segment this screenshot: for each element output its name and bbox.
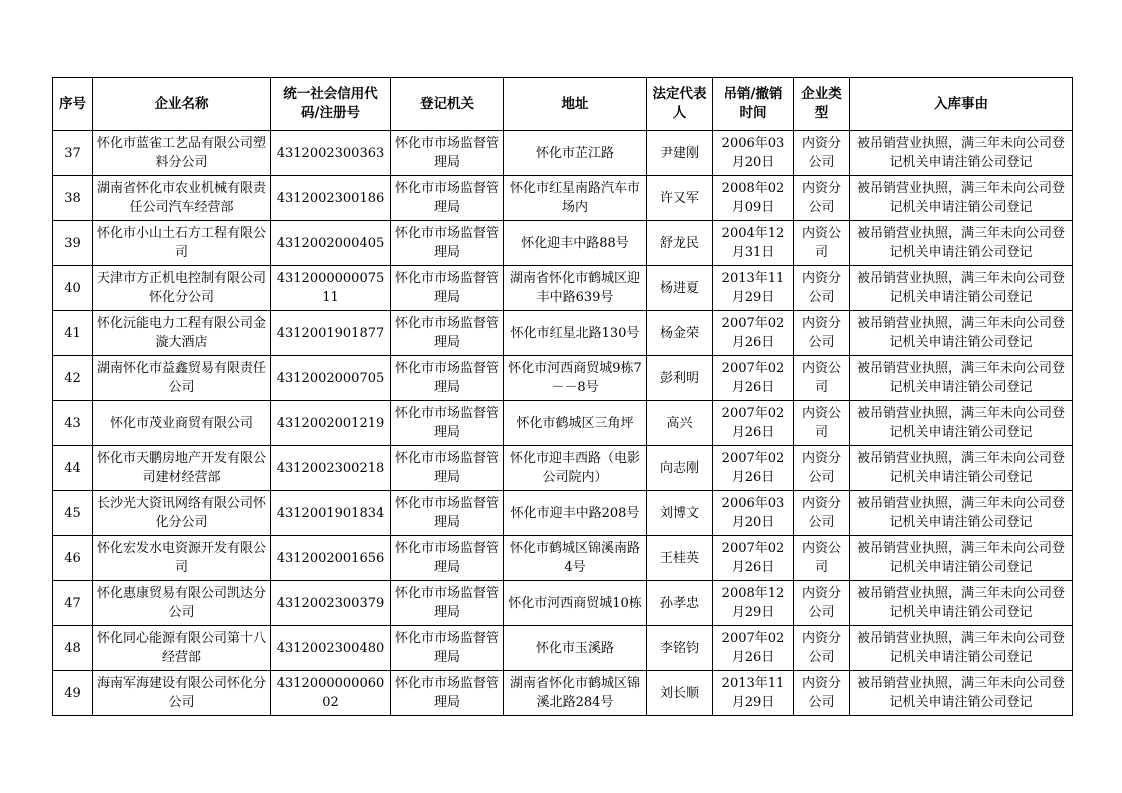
cell-revoke-date: 2007年02月26日 (713, 311, 794, 356)
cell-company-type: 内资公司 (794, 221, 850, 266)
cell-legal-rep: 孙孝忠 (647, 581, 713, 626)
cell-no: 44 (53, 446, 93, 491)
table-body (53, 131, 1073, 716)
header-row (53, 78, 1073, 131)
cell-legal-rep: 李铭钧 (647, 626, 713, 671)
cell-credit-code: 4312002001656 (271, 536, 391, 581)
cell-credit-code: 4312002300218 (271, 446, 391, 491)
cell-legal-rep: 刘长顺 (647, 671, 713, 716)
cell-authority: 怀化市市场监督管理局 (391, 626, 504, 671)
cell-reason: 被吊销营业执照，满三年未向公司登记机关申请注销公司登记 (850, 491, 1073, 536)
table-row (53, 401, 1073, 446)
cell-credit-code: 431200000006002 (271, 671, 391, 716)
table-row (53, 131, 1073, 176)
cell-company-name: 湖南省怀化市农业机械有限责任公司汽车经营部 (93, 176, 271, 221)
cell-revoke-date: 2006年03月20日 (713, 491, 794, 536)
header-credit-code: 统一社会信用代码/注册号 (271, 78, 391, 131)
cell-company-type: 内资公司 (794, 356, 850, 401)
cell-address: 湖南省怀化市鹤城区锦溪北路284号 (504, 671, 647, 716)
cell-legal-rep: 高兴 (647, 401, 713, 446)
cell-revoke-date: 2004年12月31日 (713, 221, 794, 266)
cell-revoke-date: 2007年02月26日 (713, 401, 794, 446)
cell-legal-rep: 许又军 (647, 176, 713, 221)
table-row (53, 581, 1073, 626)
cell-revoke-date: 2007年02月26日 (713, 356, 794, 401)
cell-reason: 被吊销营业执照，满三年未向公司登记机关申请注销公司登记 (850, 671, 1073, 716)
cell-company-name: 怀化沅能电力工程有限公司金漩大酒店 (93, 311, 271, 356)
cell-credit-code: 4312002300186 (271, 176, 391, 221)
cell-company-type: 内资分公司 (794, 626, 850, 671)
table-row (53, 311, 1073, 356)
cell-no: 38 (53, 176, 93, 221)
cell-company-type: 内资分公司 (794, 176, 850, 221)
table-row (53, 536, 1073, 581)
cell-no: 46 (53, 536, 93, 581)
cell-address: 怀化市鹤城区三角坪 (504, 401, 647, 446)
cell-company-name: 海南军海建设有限公司怀化分公司 (93, 671, 271, 716)
cell-company-name: 怀化同心能源有限公司第十八经营部 (93, 626, 271, 671)
cell-legal-rep: 舒龙民 (647, 221, 713, 266)
cell-no: 42 (53, 356, 93, 401)
cell-revoke-date: 2013年11月29日 (713, 671, 794, 716)
table-row (53, 671, 1073, 716)
cell-no: 48 (53, 626, 93, 671)
cell-authority: 怀化市市场监督管理局 (391, 356, 504, 401)
cell-company-type: 内资分公司 (794, 671, 850, 716)
cell-company-name: 长沙光大资讯网络有限公司怀化分公司 (93, 491, 271, 536)
cell-address: 怀化市河西商贸城10栋 (504, 581, 647, 626)
cell-legal-rep: 彭利明 (647, 356, 713, 401)
cell-company-type: 内资分公司 (794, 491, 850, 536)
cell-no: 45 (53, 491, 93, 536)
cell-authority: 怀化市市场监督管理局 (391, 581, 504, 626)
cell-no: 40 (53, 266, 93, 311)
cell-authority: 怀化市市场监督管理局 (391, 671, 504, 716)
cell-reason: 被吊销营业执照，满三年未向公司登记机关申请注销公司登记 (850, 626, 1073, 671)
cell-credit-code: 4312001901877 (271, 311, 391, 356)
cell-address: 怀化市迎丰中路208号 (504, 491, 647, 536)
cell-revoke-date: 2008年02月09日 (713, 176, 794, 221)
cell-company-type: 内资分公司 (794, 311, 850, 356)
cell-address: 怀化市红星南路汽车市场内 (504, 176, 647, 221)
cell-no: 41 (53, 311, 93, 356)
cell-legal-rep: 杨进夏 (647, 266, 713, 311)
cell-legal-rep: 王桂英 (647, 536, 713, 581)
header-authority: 登记机关 (391, 78, 504, 131)
cell-revoke-date: 2013年11月29日 (713, 266, 794, 311)
cell-authority: 怀化市市场监督管理局 (391, 221, 504, 266)
cell-revoke-date: 2007年02月26日 (713, 626, 794, 671)
cell-credit-code: 431200000007511 (271, 266, 391, 311)
header-no: 序号 (53, 78, 93, 131)
cell-no: 39 (53, 221, 93, 266)
cell-reason: 被吊销营业执照，满三年未向公司登记机关申请注销公司登记 (850, 266, 1073, 311)
cell-company-name: 怀化宏发水电资源开发有限公司 (93, 536, 271, 581)
header-reason: 入库事由 (850, 78, 1073, 131)
cell-company-type: 内资分公司 (794, 446, 850, 491)
cell-address: 怀化市红星北路130号 (504, 311, 647, 356)
cell-authority: 怀化市市场监督管理局 (391, 446, 504, 491)
cell-legal-rep: 刘博文 (647, 491, 713, 536)
cell-credit-code: 4312001901834 (271, 491, 391, 536)
cell-company-name: 怀化市蓝雀工艺品有限公司塑料分公司 (93, 131, 271, 176)
table-row (53, 176, 1073, 221)
cell-legal-rep: 向志刚 (647, 446, 713, 491)
header-company-type: 企业类型 (794, 78, 850, 131)
cell-reason: 被吊销营业执照，满三年未向公司登记机关申请注销公司登记 (850, 356, 1073, 401)
cell-reason: 被吊销营业执照，满三年未向公司登记机关申请注销公司登记 (850, 536, 1073, 581)
header-revoke-date: 吊销/撤销时间 (713, 78, 794, 131)
cell-reason: 被吊销营业执照，满三年未向公司登记机关申请注销公司登记 (850, 131, 1073, 176)
cell-company-type: 内资公司 (794, 536, 850, 581)
cell-company-name: 怀化市小山土石方工程有限公司 (93, 221, 271, 266)
cell-company-type: 内资分公司 (794, 581, 850, 626)
cell-reason: 被吊销营业执照，满三年未向公司登记机关申请注销公司登记 (850, 311, 1073, 356)
cell-revoke-date: 2008年12月29日 (713, 581, 794, 626)
table-row (53, 626, 1073, 671)
cell-revoke-date: 2007年02月26日 (713, 536, 794, 581)
cell-credit-code: 4312002000705 (271, 356, 391, 401)
cell-authority: 怀化市市场监督管理局 (391, 266, 504, 311)
cell-legal-rep: 杨金荣 (647, 311, 713, 356)
cell-authority: 怀化市市场监督管理局 (391, 311, 504, 356)
table-row (53, 221, 1073, 266)
cell-company-type: 内资公司 (794, 401, 850, 446)
cell-credit-code: 4312002300363 (271, 131, 391, 176)
cell-authority: 怀化市市场监督管理局 (391, 176, 504, 221)
cell-reason: 被吊销营业执照，满三年未向公司登记机关申请注销公司登记 (850, 446, 1073, 491)
cell-credit-code: 4312002001219 (271, 401, 391, 446)
cell-reason: 被吊销营业执照，满三年未向公司登记机关申请注销公司登记 (850, 221, 1073, 266)
cell-legal-rep: 尹建刚 (647, 131, 713, 176)
header-legal-rep: 法定代表人 (647, 78, 713, 131)
cell-address: 怀化市芷江路 (504, 131, 647, 176)
cell-credit-code: 4312002300379 (271, 581, 391, 626)
table-row (53, 491, 1073, 536)
table-row (53, 446, 1073, 491)
cell-authority: 怀化市市场监督管理局 (391, 536, 504, 581)
cell-company-name: 怀化市天鹏房地产开发有限公司建材经营部 (93, 446, 271, 491)
cell-authority: 怀化市市场监督管理局 (391, 131, 504, 176)
cell-address: 怀化市河西商贸城9栋7－－8号 (504, 356, 647, 401)
cell-revoke-date: 2007年02月26日 (713, 446, 794, 491)
cell-authority: 怀化市市场监督管理局 (391, 491, 504, 536)
table-row (53, 266, 1073, 311)
cell-address: 湖南省怀化市鹤城区迎丰中路639号 (504, 266, 647, 311)
cell-no: 37 (53, 131, 93, 176)
cell-company-type: 内资分公司 (794, 266, 850, 311)
cell-address: 怀化迎丰中路88号 (504, 221, 647, 266)
cell-no: 49 (53, 671, 93, 716)
cell-reason: 被吊销营业执照，满三年未向公司登记机关申请注销公司登记 (850, 401, 1073, 446)
header-company-name: 企业名称 (93, 78, 271, 131)
cell-address: 怀化市迎丰西路（电影公司院内） (504, 446, 647, 491)
cell-company-name: 天津市方正机电控制有限公司怀化分公司 (93, 266, 271, 311)
cell-reason: 被吊销营业执照，满三年未向公司登记机关申请注销公司登记 (850, 581, 1073, 626)
header-address: 地址 (504, 78, 647, 131)
cell-reason: 被吊销营业执照，满三年未向公司登记机关申请注销公司登记 (850, 176, 1073, 221)
cell-company-type: 内资分公司 (794, 131, 850, 176)
records-table (52, 77, 1073, 716)
cell-company-name: 湖南怀化市益鑫贸易有限责任公司 (93, 356, 271, 401)
cell-credit-code: 4312002300480 (271, 626, 391, 671)
cell-authority: 怀化市市场监督管理局 (391, 401, 504, 446)
cell-no: 43 (53, 401, 93, 446)
cell-revoke-date: 2006年03月20日 (713, 131, 794, 176)
cell-address: 怀化市玉溪路 (504, 626, 647, 671)
table-row (53, 356, 1073, 401)
cell-no: 47 (53, 581, 93, 626)
cell-credit-code: 4312002000405 (271, 221, 391, 266)
cell-address: 怀化市鹤城区锦溪南路4号 (504, 536, 647, 581)
cell-company-name: 怀化惠康贸易有限公司凯达分公司 (93, 581, 271, 626)
cell-company-name: 怀化市茂业商贸有限公司 (93, 401, 271, 446)
